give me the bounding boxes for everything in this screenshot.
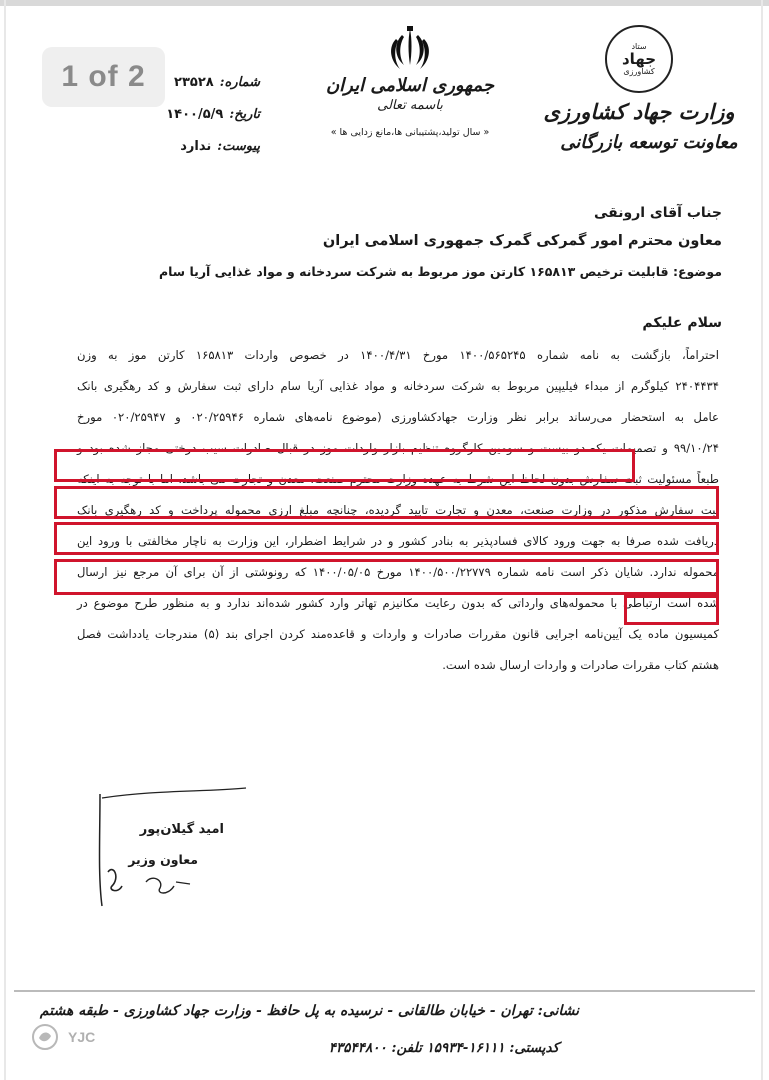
signature-block (94, 786, 248, 914)
attachment-row (150, 139, 260, 154)
salutation: سلام علیکم (642, 315, 722, 331)
number-value: ۲۳۵۲۸ (174, 75, 214, 90)
yjc-watermark (30, 1022, 95, 1052)
page-indicator: 1 of 2 (42, 47, 165, 107)
ministry-header (539, 25, 739, 153)
signatory-name: امید گیلان‌پور (139, 822, 224, 837)
signature-scribble (94, 786, 248, 914)
iran-emblem-icon (310, 25, 510, 73)
bismi-text: باسمه تعالی (377, 98, 443, 113)
date-value: ۱۴۰۰/۵/۹ (166, 107, 224, 122)
logo-text-sub: کشاورزی (623, 67, 655, 76)
footer-address: نشانی: تهران - خیابان طالقانی - نرسیده به پل حافظ - وزارت جهاد کشاورزی - طبقه هشتم (39, 1003, 579, 1019)
body-line: محموله ندارد. شایان ذکر است نامه شماره ۱۴۰۰/۵۰۰/۲۲۷۷۹ مورخ ۱۴۰۰/۰۵/۰۵ که رونوشتی از آن برای آن مرجع نیز ارسال (77, 565, 719, 579)
deputy-name: معاونت توسعه بازرگانی (560, 132, 738, 153)
body-line: ثبت سفارش مذکور در وزارت صنعت، معدن و تجارت تایید گردیده، چنانچه مبلغ ارزی محموله پرداخت و کد رهگیری بانک (77, 503, 719, 517)
yjc-text: YJC (68, 1029, 96, 1045)
date-row (150, 107, 260, 122)
scan-top-edge (0, 0, 769, 6)
letter-body (77, 340, 719, 681)
letter-meta (150, 75, 260, 171)
subject-line: موضوع: قابلیت ترخیص ۱۶۵۸۱۳ کارتن موز مربوط به شرکت سردخانه و مواد غذایی آریا سام (158, 264, 722, 279)
date-label: تاریخ: (229, 107, 260, 122)
republic-title: جمهوری اسلامی ایران (325, 75, 495, 96)
footer-divider (14, 990, 755, 992)
scan-right-edge (761, 0, 763, 1080)
number-row (150, 75, 260, 90)
year-slogan: « سال تولید،پشتیبانی ها،مانع زدایی ها » (330, 127, 490, 138)
ministry-logo (605, 25, 673, 93)
body-line: احتراماً، بازگشت به نامه شماره ۱۴۰۰/۵۶۵۲۴۵ مورخ ۱۴۰۰/۴/۳۱ در خصوص واردات ۱۶۵۸۱۳ کارتن موز به وزن (77, 348, 719, 362)
footer-contact: کدپستی: ۱۶۱۱۱-۱۵۹۳۴ تلفن: ۴۳۵۴۴۸۰۰ (328, 1040, 559, 1056)
ministry-name: وزارت جهاد کشاورزی (543, 99, 735, 124)
body-line: هشتم کتاب مقررات صادرات و واردات ارسال شده است. (442, 658, 719, 672)
attachment-label: پیوست: (217, 139, 260, 154)
scan-left-edge (4, 0, 6, 1080)
number-label: شماره: (219, 75, 260, 90)
body-line: دریافت شده صرفا به جهت ورود کالای فسادپذیر به بنادر کشور و در شرایط اضطرار، این وزارت به ناچار مخالفتی با ورود این (77, 534, 719, 548)
body-line: شده است ارتباطی با محموله‌های وارداتی که بدون رعایت مکانیزم تهاتر وارد کشور شده‌اند ندارد و به منظور طرح موضوع در (77, 596, 719, 610)
body-line: ۲۴۰۴۴۳۴ کیلوگرم از مبداء فیلیپین مربوط به شرکت سردخانه و مواد غذایی آریا سام دارای ثبت سفارش و کد رهگیری بانک (77, 379, 719, 393)
recipient-block (323, 205, 722, 249)
recipient-name: جناب آقای ارونقی (594, 205, 722, 221)
emblem-header (310, 25, 510, 138)
logo-text-top: ستاد (631, 42, 647, 51)
body-line: کمیسیون ماده یک آیین‌نامه اجرایی قانون مقررات صادرات و واردات و قاعده‌مند کردن اجرای بند (۵) مندرجات یادداشت فصل (77, 627, 720, 641)
body-line: ۹۹/۱۰/۲۴ و تصمیمات یکصدو بیست و سومین کارگروه تنظیم بازار واردات موز در قبال صادرات سیب درختی مجاز شده بود و (77, 441, 719, 455)
recipient-title: معاون محترم امور گمرکی گمرک جمهوری اسلامی ایران (322, 233, 722, 249)
logo-text-main: جهاد (621, 50, 657, 68)
body-line: طبعاً مسئولیت ثبت سفارش بدون لحاظ این شرط به عهده وزارت محترم صنعت، معدن و تجارت می باشد، اما با توجه به اینکه (77, 472, 719, 486)
yjc-logo-icon (30, 1022, 60, 1052)
body-line: عامل به استحضار می‌رساند برابر نظر وزارت جهادکشاورزی (موضوع نامه‌های شماره ۰۲۰/۲۵۹۴۶ و ۰۲۰/۲۵۹۴۷ مورخ (77, 410, 719, 424)
signatory-title: معاون وزیر (128, 852, 198, 867)
attachment-value: ندارد (180, 139, 212, 154)
